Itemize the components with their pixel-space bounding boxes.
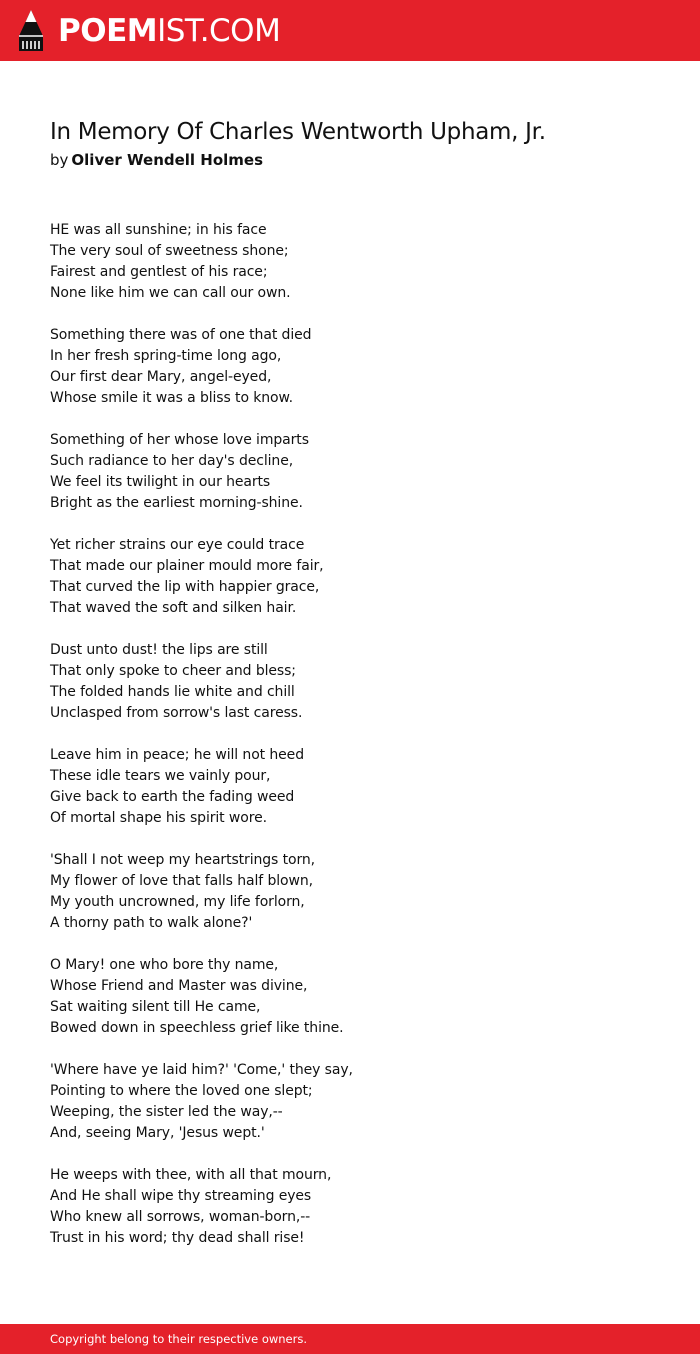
poem-line: Bright as the earliest morning-shine. — [50, 495, 303, 511]
byline — [50, 149, 660, 171]
poem-line: In her fresh spring-time long ago, — [50, 348, 282, 364]
copyright-notice: Copyright belong to their respective owners. — [50, 1332, 308, 1346]
poem-line: Our first dear Mary, angel-eyed, — [50, 369, 272, 385]
poem-line: None like him we can call our own. — [50, 285, 291, 301]
poem-line: Something there was of one that died — [50, 327, 312, 343]
stanza — [50, 955, 660, 1039]
poem-line: And He shall wipe thy streaming eyes — [50, 1188, 312, 1204]
stanza — [50, 1165, 660, 1249]
poem-line: My youth uncrowned, my life forlorn, — [50, 894, 305, 910]
poem-line: Whose smile it was a bliss to know. — [50, 390, 293, 406]
poem-line: We feel its twilight in our hearts — [50, 474, 271, 490]
author-name: Oliver Wendell Holmes — [71, 151, 264, 169]
poem-line: These idle tears we vainly pour, — [50, 768, 271, 784]
brand-light: IST.COM — [157, 13, 281, 49]
poem-line: That only spoke to cheer and bless; — [50, 663, 296, 679]
poem-line: HE was all sunshine; in his face — [50, 222, 267, 238]
stanza — [50, 640, 660, 724]
site-header — [0, 0, 700, 61]
poem-line: He weeps with thee, with all that mourn, — [50, 1167, 332, 1183]
poem-line: Dust unto dust! the lips are still — [50, 642, 268, 658]
poem-line: That waved the soft and silken hair. — [50, 600, 297, 616]
stanza — [50, 535, 660, 619]
pencil-icon — [18, 9, 44, 53]
poem-line: Unclasped from sorrow's last caress. — [50, 705, 303, 721]
poem-line: 'Shall I not weep my heartstrings torn, — [50, 852, 315, 868]
site-logo-link[interactable] — [18, 9, 280, 53]
poem-line: A thorny path to walk alone?' — [50, 915, 253, 931]
stanza — [50, 430, 660, 514]
poem-line: Fairest and gentlest of his race; — [50, 264, 268, 280]
poem-line: And, seeing Mary, 'Jesus wept.' — [50, 1125, 265, 1141]
stanza — [50, 745, 660, 829]
poem-line: Who knew all sorrows, woman-born,-- — [50, 1209, 311, 1225]
poem-line: The very soul of sweetness shone; — [50, 243, 289, 259]
poem-line: Trust in his word; thy dead shall rise! — [50, 1230, 305, 1246]
poem-body — [50, 220, 660, 1249]
poem-line: Weeping, the sister led the way,-- — [50, 1104, 283, 1120]
stanza — [50, 850, 660, 934]
by-label: by — [50, 151, 69, 169]
stanza — [50, 325, 660, 409]
site-footer — [0, 1324, 700, 1354]
brand-bold: POEM — [58, 13, 158, 49]
poem-line: Leave him in peace; he will not heed — [50, 747, 304, 763]
poem-line: That made our plainer mould more fair, — [50, 558, 324, 574]
poem-line: Pointing to where the loved one slept; — [50, 1083, 313, 1099]
brand-name — [58, 9, 280, 53]
poem-title: In Memory Of Charles Wentworth Upham, Jr. — [50, 119, 546, 145]
poem-line: The folded hands lie white and chill — [50, 684, 295, 700]
stanza — [50, 1060, 660, 1144]
poem-line: That curved the lip with happier grace, — [50, 579, 320, 595]
poem-content — [50, 116, 660, 1270]
poem-line: Give back to earth the fading weed — [50, 789, 295, 805]
poem-line: Sat waiting silent till He came, — [50, 999, 261, 1015]
poem-line: Such radiance to her day's decline, — [50, 453, 294, 469]
poem-line: 'Where have ye laid him?' 'Come,' they say, — [50, 1062, 353, 1078]
poem-line: Bowed down in speechless grief like thine. — [50, 1020, 344, 1036]
poem-line: My flower of love that falls half blown, — [50, 873, 313, 889]
stanza — [50, 220, 660, 304]
poem-line: Whose Friend and Master was divine, — [50, 978, 308, 994]
poem-line: O Mary! one who bore thy name, — [50, 957, 279, 973]
poem-line: Yet richer strains our eye could trace — [50, 537, 305, 553]
poem-line: Something of her whose love imparts — [50, 432, 309, 448]
poem-line: Of mortal shape his spirit wore. — [50, 810, 267, 826]
